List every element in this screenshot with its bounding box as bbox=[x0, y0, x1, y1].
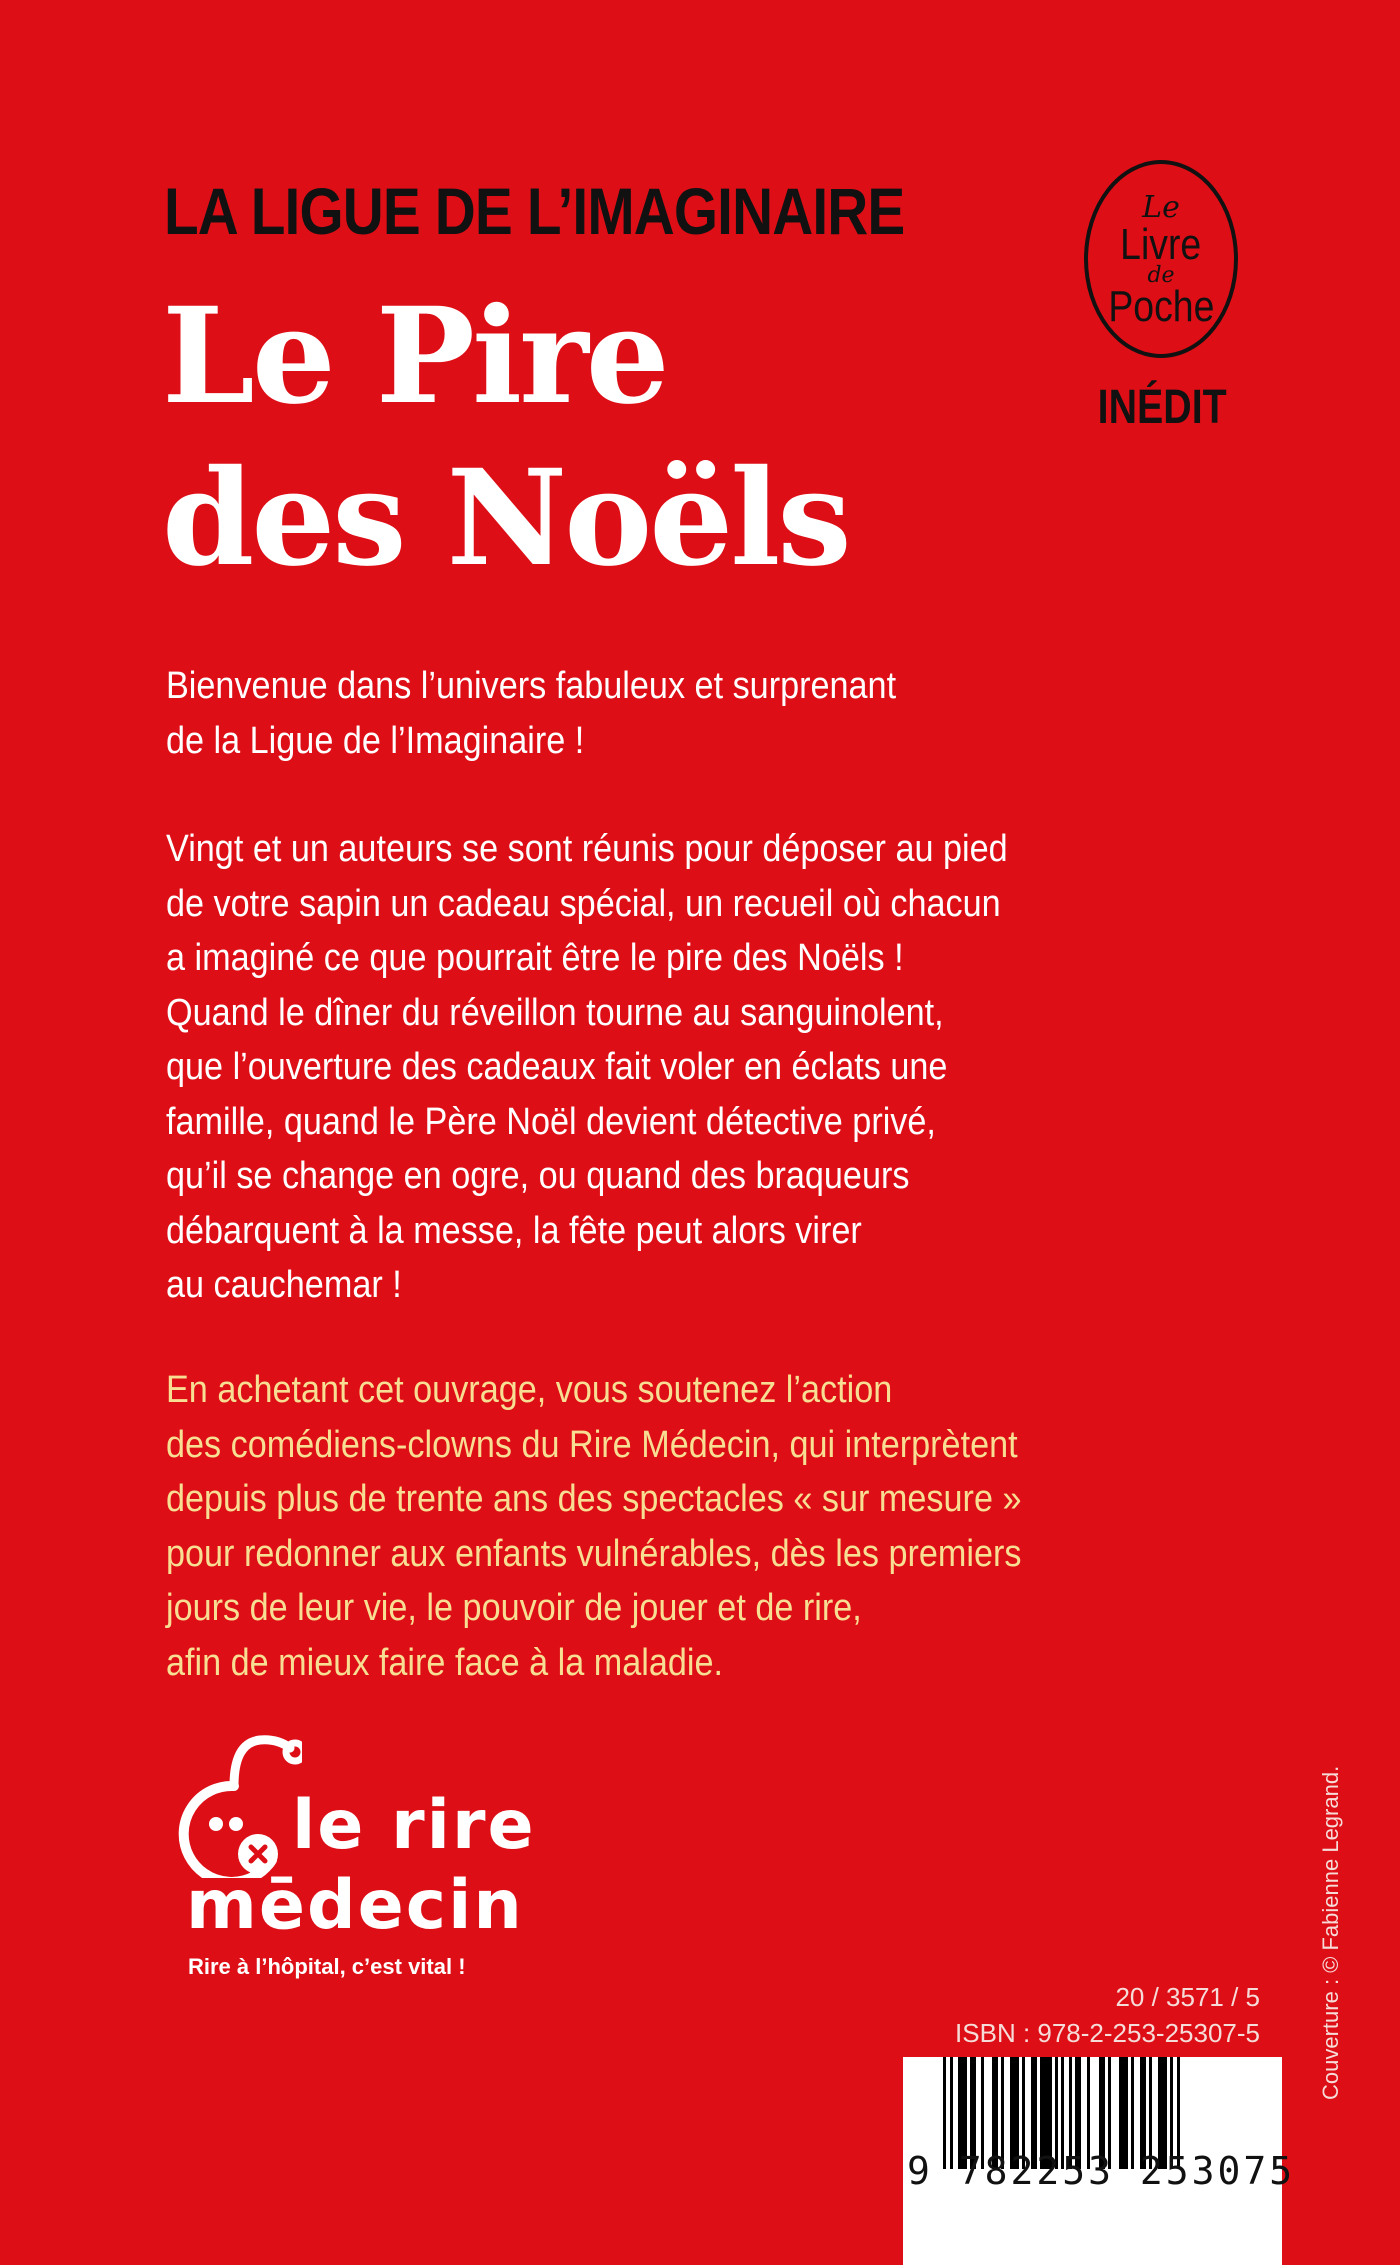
blurb-paragraph-1 bbox=[166, 659, 1276, 768]
text-line: En achetant cet ouvrage, vous soutenez l’action bbox=[166, 1369, 893, 1411]
text-line: de la Ligue de l’Imaginaire ! bbox=[166, 719, 585, 762]
text-line: que l’ouverture des cadeaux fait voler en éclats une bbox=[166, 1046, 948, 1088]
text-line: qu’il se change en ogre, ou quand des braqueurs bbox=[166, 1155, 910, 1197]
text-line: Bienvenue dans l’univers fabuleux et surprenant bbox=[166, 665, 897, 707]
book-title bbox=[162, 276, 849, 600]
text-line: Vingt et un auteurs se sont réunis pour déposer au pied bbox=[166, 828, 1008, 870]
text-line: de votre sapin un cadeau spécial, un recueil où chacun bbox=[166, 882, 1001, 925]
text-line: famille, quand le Père Noël devient détective privé, bbox=[166, 1100, 936, 1143]
text-line: jours de leur vie, le pouvoir de jouer et de rire, bbox=[166, 1587, 862, 1629]
livre-de-poche-oval-icon bbox=[1084, 160, 1238, 358]
publisher-logo bbox=[1084, 160, 1236, 435]
text-line: a imaginé ce que pourrait être le pire des Noëls ! bbox=[166, 937, 904, 979]
cover-credit: Couverture : © Fabienne Legrand. bbox=[1318, 1765, 1343, 2100]
logo-livre: Livre bbox=[1120, 220, 1202, 269]
clown-face-stethoscope-icon bbox=[172, 1728, 302, 1878]
text-line: Quand le dîner du réveillon tourne au sanguinolent, bbox=[166, 991, 944, 1034]
book-title-line-2: des Noëls bbox=[162, 441, 849, 596]
text-line: des comédiens-clowns du Rire Médecin, qui interprètent bbox=[166, 1423, 1018, 1466]
catalog-code: 20 / 3571 / 5 bbox=[1115, 1982, 1260, 2012]
book-title-line-1: Le Pire bbox=[162, 279, 667, 434]
charity-logo-line-2: mēdecin bbox=[186, 1866, 524, 1945]
series-title: LA LIGUE DE L’IMAGINAIRE bbox=[164, 174, 905, 248]
barcode bbox=[903, 2057, 1296, 2265]
logo-de: de bbox=[1147, 263, 1175, 288]
text-line: afin de mieux faire face à la maladie. bbox=[166, 1641, 724, 1684]
barcode-digits: 9 782253 253075 bbox=[907, 2149, 1296, 2193]
text-line: pour redonner aux enfants vulnérables, dès les premiers bbox=[166, 1532, 1022, 1575]
isbn: ISBN : 978-2-253-25307-5 bbox=[955, 2018, 1260, 2048]
charity-paragraph bbox=[166, 1363, 1276, 1690]
inedit-badge: INÉDIT bbox=[1097, 381, 1227, 434]
text-line: depuis plus de trente ans des spectacles « sur mesure » bbox=[166, 1478, 1022, 1520]
blurb-paragraph-2 bbox=[166, 822, 1276, 1313]
charity-tagline: Rire à l’hôpital, c’est vital ! bbox=[188, 1954, 466, 1979]
text-line: au cauchemar ! bbox=[166, 1264, 402, 1306]
charity-logo-line-1: le rire bbox=[292, 1786, 536, 1865]
logo-poche: Poche bbox=[1107, 282, 1215, 331]
le-rire-medecin-logo bbox=[172, 1728, 536, 1988]
logo-le: Le bbox=[1142, 190, 1180, 225]
text-line: débarquent à la messe, la fête peut alors virer bbox=[166, 1209, 862, 1252]
